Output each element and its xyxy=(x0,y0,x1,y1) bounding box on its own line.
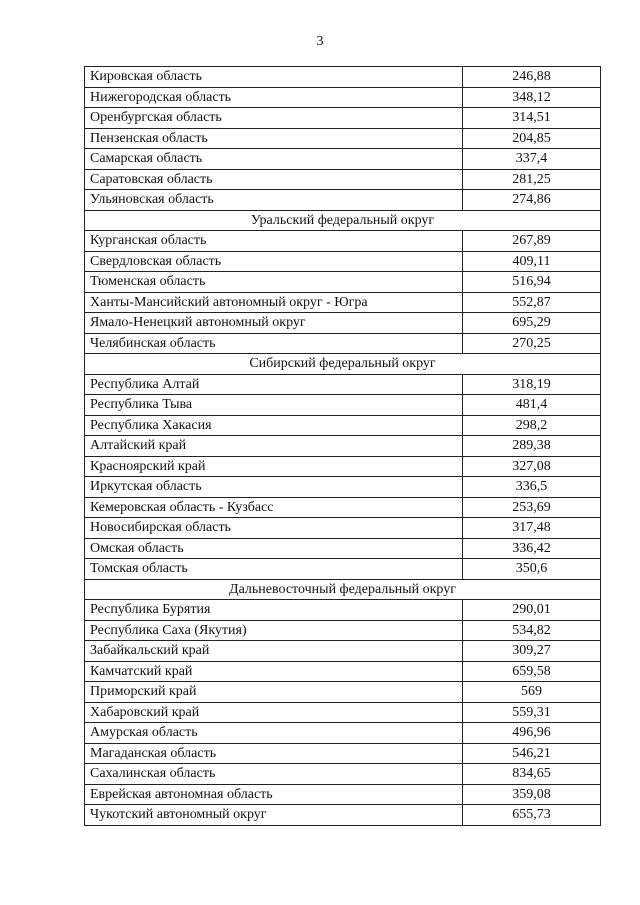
table-row xyxy=(85,128,601,149)
region-value: 253,69 xyxy=(463,497,601,518)
region-name: Красноярский край xyxy=(85,456,463,477)
region-value: 534,82 xyxy=(463,620,601,641)
region-name: Кемеровская область - Кузбасс xyxy=(85,497,463,518)
region-value: 569 xyxy=(463,682,601,703)
table-row xyxy=(85,641,601,662)
region-value: 204,85 xyxy=(463,128,601,149)
region-name: Новосибирская область xyxy=(85,518,463,539)
region-name: Тюменская область xyxy=(85,272,463,293)
table-row xyxy=(85,313,601,334)
region-value: 359,08 xyxy=(463,784,601,805)
table-row xyxy=(85,67,601,88)
table-row xyxy=(85,292,601,313)
table-row xyxy=(85,272,601,293)
region-value: 274,86 xyxy=(463,190,601,211)
region-name: Ямало-Ненецкий автономный округ xyxy=(85,313,463,334)
table-row xyxy=(85,559,601,580)
region-name: Республика Хакасия xyxy=(85,415,463,436)
region-name: Омская область xyxy=(85,538,463,559)
region-value: 559,31 xyxy=(463,702,601,723)
region-name: Республика Саха (Якутия) xyxy=(85,620,463,641)
table-row xyxy=(85,497,601,518)
table-row xyxy=(85,620,601,641)
table-row xyxy=(85,702,601,723)
region-value: 695,29 xyxy=(463,313,601,334)
region-value: 552,87 xyxy=(463,292,601,313)
table-row xyxy=(85,477,601,498)
region-value: 516,94 xyxy=(463,272,601,293)
region-value: 327,08 xyxy=(463,456,601,477)
region-value: 348,12 xyxy=(463,87,601,108)
table-row xyxy=(85,108,601,129)
region-name: Томская область xyxy=(85,559,463,580)
region-name: Саратовская область xyxy=(85,169,463,190)
region-name: Камчатский край xyxy=(85,661,463,682)
table-row xyxy=(85,190,601,211)
table-row xyxy=(85,333,601,354)
region-value: 314,51 xyxy=(463,108,601,129)
region-value: 337,4 xyxy=(463,149,601,170)
region-value: 496,96 xyxy=(463,723,601,744)
region-value: 289,38 xyxy=(463,436,601,457)
region-value: 409,11 xyxy=(463,251,601,272)
region-name: Магаданская область xyxy=(85,743,463,764)
table-row xyxy=(85,723,601,744)
region-name: Забайкальский край xyxy=(85,641,463,662)
region-name: Самарская область xyxy=(85,149,463,170)
region-value: 246,88 xyxy=(463,67,601,88)
region-value: 834,65 xyxy=(463,764,601,785)
region-name: Еврейская автономная область xyxy=(85,784,463,805)
table-row xyxy=(85,169,601,190)
region-value: 336,5 xyxy=(463,477,601,498)
region-value: 267,89 xyxy=(463,231,601,252)
region-value: 318,19 xyxy=(463,374,601,395)
table-row xyxy=(85,231,601,252)
region-name: Курганская область xyxy=(85,231,463,252)
table-row xyxy=(85,456,601,477)
district-header-row xyxy=(85,354,601,375)
region-value: 281,25 xyxy=(463,169,601,190)
district-header-row xyxy=(85,210,601,231)
region-name: Амурская область xyxy=(85,723,463,744)
table-row xyxy=(85,374,601,395)
region-value: 336,42 xyxy=(463,538,601,559)
table-row xyxy=(85,600,601,621)
region-value: 270,25 xyxy=(463,333,601,354)
table-row xyxy=(85,436,601,457)
table-row xyxy=(85,149,601,170)
region-name: Республика Бурятия xyxy=(85,600,463,621)
region-value: 481,4 xyxy=(463,395,601,416)
table-row xyxy=(85,415,601,436)
district-name: Уральский федеральный округ xyxy=(85,210,601,231)
region-name: Республика Алтай xyxy=(85,374,463,395)
region-name: Оренбургская область xyxy=(85,108,463,129)
table-row xyxy=(85,784,601,805)
region-value: 298,2 xyxy=(463,415,601,436)
table-row xyxy=(85,518,601,539)
region-value: 317,48 xyxy=(463,518,601,539)
region-value: 290,01 xyxy=(463,600,601,621)
page-number: 3 xyxy=(316,34,324,49)
regions-table-body xyxy=(85,67,601,826)
region-value: 655,73 xyxy=(463,805,601,826)
region-value: 309,27 xyxy=(463,641,601,662)
table-row xyxy=(85,661,601,682)
region-name: Чукотский автономный округ xyxy=(85,805,463,826)
table-row xyxy=(85,743,601,764)
region-name: Хабаровский край xyxy=(85,702,463,723)
region-name: Приморский край xyxy=(85,682,463,703)
table-row xyxy=(85,251,601,272)
table-row xyxy=(85,538,601,559)
region-name: Алтайский край xyxy=(85,436,463,457)
table-row xyxy=(85,805,601,826)
region-name: Нижегородская область xyxy=(85,87,463,108)
region-name: Свердловская область xyxy=(85,251,463,272)
region-name: Кировская область xyxy=(85,67,463,88)
region-name: Ульяновская область xyxy=(85,190,463,211)
region-value: 350,6 xyxy=(463,559,601,580)
region-name: Иркутская область xyxy=(85,477,463,498)
region-name: Сахалинская область xyxy=(85,764,463,785)
table-row xyxy=(85,87,601,108)
region-value: 659,58 xyxy=(463,661,601,682)
regions-table xyxy=(84,66,601,826)
region-name: Пензенская область xyxy=(85,128,463,149)
table-row xyxy=(85,682,601,703)
region-value: 546,21 xyxy=(463,743,601,764)
district-name: Сибирский федеральный округ xyxy=(85,354,601,375)
region-name: Республика Тыва xyxy=(85,395,463,416)
region-name: Ханты-Мансийский автономный округ - Югра xyxy=(85,292,463,313)
region-name: Челябинская область xyxy=(85,333,463,354)
district-header-row xyxy=(85,579,601,600)
district-name: Дальневосточный федеральный округ xyxy=(85,579,601,600)
table-row xyxy=(85,764,601,785)
table-row xyxy=(85,395,601,416)
